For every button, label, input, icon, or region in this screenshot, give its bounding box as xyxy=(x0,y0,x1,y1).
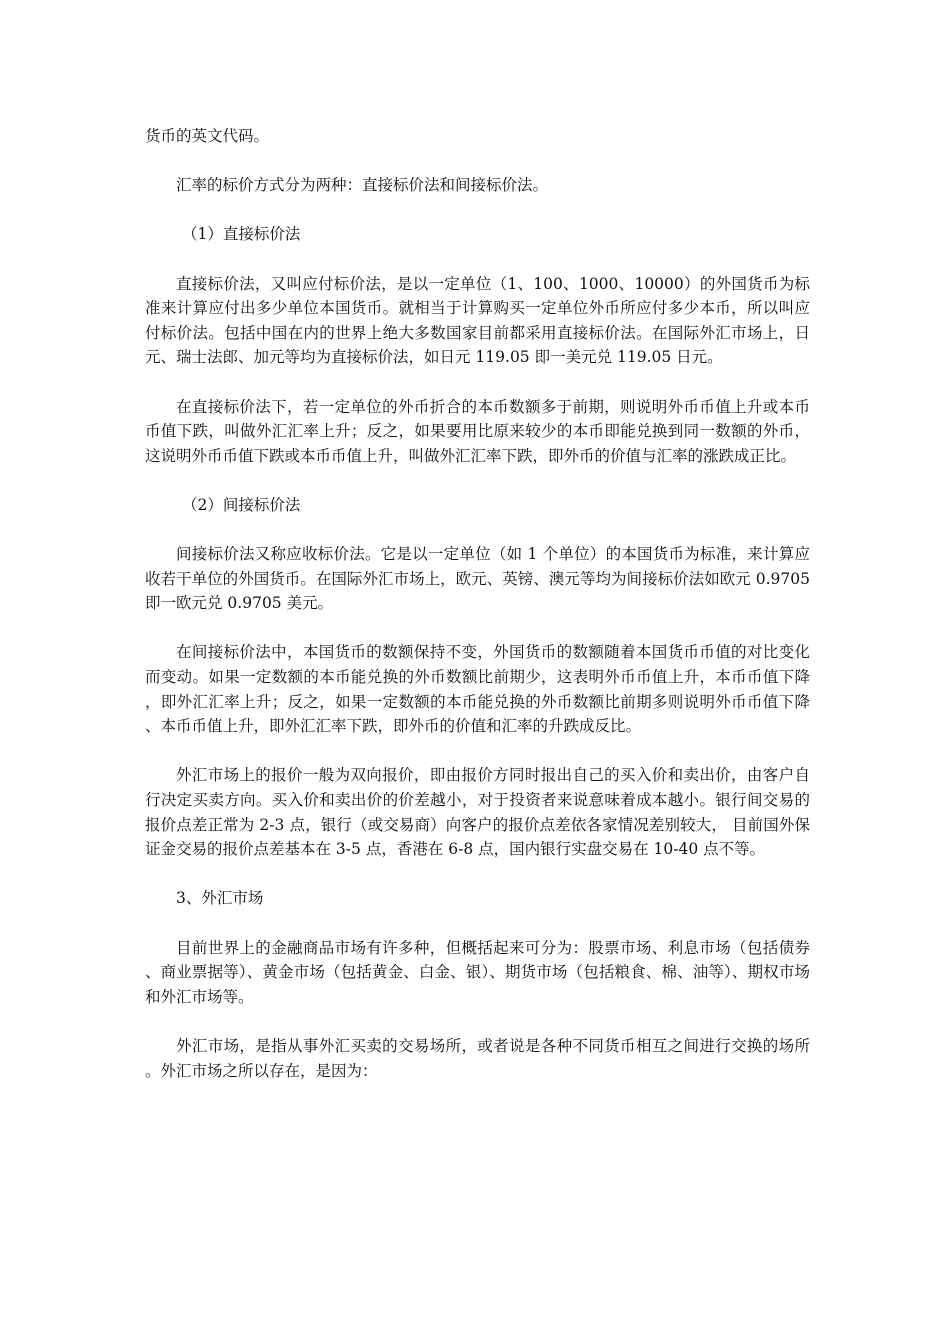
paragraph-two-way-quote: 外汇市场上的报价一般为双向报价，即由报价方同时报出自己的买入价和卖出价，由客户自行决定买卖方向。买入价和卖出价的价差越小，对于投资者来说意味着成本越小。银行间交易的报价点差正常为 2-3 点，银行（或交易商）向客户的报价点差依各家情况差别较大， 目前国外保证金交易的报价点差基本在 3-5 点，香港在 6-8 点，国内银行实盘交易在 10-40 点不等。 xyxy=(145,766,810,859)
paragraph-direct-quote-definition: 直接标价法，又叫应付标价法，是以一定单位（1、100、1000、10000）的外国货币为标准来计算应付出多少单位本国货币。就相当于计算购买一定单位外币所应付多少本币，所以叫应付标价法。包括中国在内的世界上绝大多数国家目前都采用直接标价法。在国际外汇市场上，日元、瑞士法郎、加元等均为直接标价法，如日元 119.05 即一美元兑 119.05 日元。 xyxy=(145,274,810,367)
paragraph-continuation: 货币的英文代码。 xyxy=(145,127,270,145)
paragraph-indirect-quote-movement: 在间接标价法中，本国货币的数额保持不变，外国货币的数额随着本国货币币值的对比变化而变动。如果一定数额的本币能兑换的外币数额比前期少，这表明外币币值上升，本币币值下降，即外汇汇率上升；反之，如果一定数额的本币能兑换的外币数额比前期多则说明外币币值下降、本币币值上升，即外汇汇率下跌，即外币的价值和汇率的升跌成反比。 xyxy=(145,643,810,736)
section-heading-fx-market: 3、外汇市场 xyxy=(176,889,264,908)
paragraph-financial-markets: 目前世界上的金融商品市场有许多种，但概括起来可分为：股票市场、利息市场（包括债券、商业票据等）、黄金市场（包括黄金、白金、银）、期货市场（包括粮食、棉、油等）、期权市场和外汇市场等。 xyxy=(145,938,810,1006)
paragraph-indirect-quote-definition: 间接标价法又称应收标价法。它是以一定单位（如 1 个单位）的本国货币为标准，来计算应收若干单位的外国货币。在国际外汇市场上，欧元、英镑、澳元等均为间接标价法如欧元 0.9705 即一欧元兑 0.9705 美元。 xyxy=(145,545,810,613)
paragraph-fx-market-definition: 外汇市场，是指从事外汇买卖的交易场所，或者说是各种不同货币相互之间进行交换的场所。外汇市场之所以存在，是因为： xyxy=(145,1036,810,1080)
paragraph-direct-quote-movement: 在直接标价法下，若一定单位的外币折合的本币数额多于前期，则说明外币币值上升或本币币值下跌，叫做外汇汇率上升；反之，如果要用比原来较少的本币即能兑换到同一数额的外币，这说明外币币值下跌或本币币值上升，叫做外汇汇率下跌，即外币的价值与汇率的涨跌成正比。 xyxy=(145,397,810,465)
subheading-direct-quote: （1）直接标价法 xyxy=(182,225,301,244)
paragraph-quote-methods: 汇率的标价方式分为两种：直接标价法和间接标价法。 xyxy=(176,176,549,195)
subheading-indirect-quote: （2）间接标价法 xyxy=(182,495,301,514)
document-body xyxy=(145,124,810,1108)
